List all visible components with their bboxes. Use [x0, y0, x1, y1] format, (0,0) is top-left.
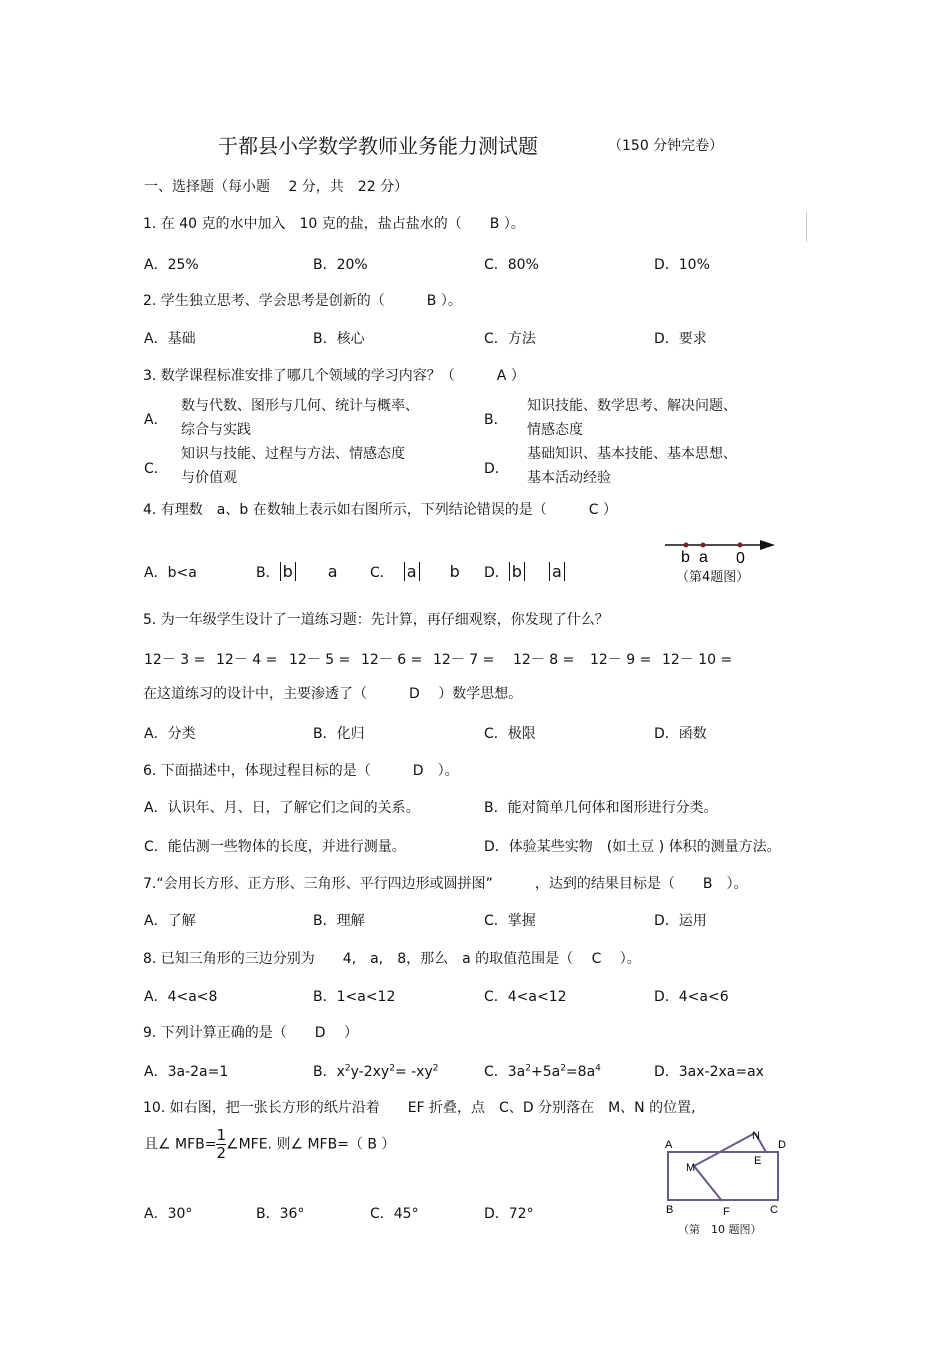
q7-option-b: B．理解	[313, 913, 365, 929]
q5-expr-3: 12－ 5 =	[289, 652, 351, 668]
q7-option-a: A．了解	[144, 913, 196, 929]
q3-option-c-line2: 与价值观	[181, 470, 237, 486]
q3-option-d-label: D．	[484, 461, 509, 477]
q6-option-b: B．能对简单几何体和图形进行分类。	[484, 800, 718, 816]
q5-stem-2: 在这道练习的设计中，主要渗透了（ D ）数学思想。	[143, 686, 523, 702]
q10-option-c: C．45°	[370, 1206, 419, 1222]
q7-option-d: D．运用	[654, 913, 707, 929]
q5-expr-7: 12－ 9 =	[590, 652, 652, 668]
q5-expr-6: 12－ 8 =	[513, 652, 575, 668]
point-zero-marker	[738, 543, 743, 548]
point-b-label: b	[681, 549, 690, 566]
point-b-marker	[684, 543, 689, 548]
section-heading: 一、选择题（每小题 2 分，共 22 分）	[144, 179, 409, 195]
q5-expr-8: 12－ 10 =	[662, 652, 733, 668]
point-a-marker	[701, 543, 706, 548]
q8-stem: 8. 已知三角形的三边分别为 4, a, 8，那么 a 的取值范围是（ C ）。	[143, 951, 641, 967]
label-E: E	[754, 1155, 762, 1167]
q1-option-c: C．80%	[484, 257, 539, 273]
q1-option-a: A．25%	[144, 257, 199, 273]
q5-option-a: A．分类	[144, 726, 196, 742]
point-a-label: a	[699, 549, 708, 566]
q5-option-c: C．极限	[484, 726, 536, 742]
q3-option-b-label: B．	[484, 412, 508, 428]
q9-stem: 9. 下列计算正确的是（ D ）	[143, 1025, 359, 1041]
q5-option-b: B．化归	[313, 726, 365, 742]
q6-option-c: C．能估测一些物体的长度，并进行测量。	[144, 839, 406, 855]
q3-option-d-line2: 基本活动经验	[527, 470, 611, 486]
label-N: N	[752, 1130, 760, 1142]
q3-option-a-line2: 综合与实践	[181, 422, 251, 438]
q5-expr-1: 12－ 3 =	[144, 652, 206, 668]
q7-stem: 7.“会用长方形、正方形、三角形、平行四边形或圆拼图” ，达到的结果目标是（ B ）。	[143, 876, 748, 892]
q3-option-d-line1: 基础知识、基本技能、基本思想、	[527, 446, 737, 462]
q2-option-a: A．基础	[144, 331, 196, 347]
q4-stem: 4. 有理数 a、b 在数轴上表示如右图所示，下列结论错误的是（ C ）	[143, 502, 617, 518]
point-zero-label: 0	[736, 550, 745, 567]
q8-option-c: C．4<a<12	[484, 989, 567, 1005]
q4-figure-caption: （第4题图）	[676, 570, 750, 585]
q3-option-a-line1: 数与代数、图形与几何、统计与概率、	[181, 398, 419, 414]
q5-expr-2: 12－ 4 =	[216, 652, 278, 668]
q9-option-b: B．$x^2y-2xy^2= -xy^2$	[313, 1063, 439, 1080]
q5-expr-4: 12－ 6 =	[361, 652, 423, 668]
q8-option-b: B．1<a<12	[313, 989, 396, 1005]
q3-option-c-label: C．	[144, 461, 168, 477]
q2-option-d: D．要求	[654, 331, 707, 347]
q1-option-d: D．10%	[654, 257, 710, 273]
q1-option-b: B．20%	[313, 257, 368, 273]
q8-option-a: A．4<a<8	[144, 989, 218, 1005]
q10-option-b: B．36°	[256, 1206, 305, 1222]
q9-option-c: C．$3a^2+5a^2=8a^4$	[484, 1063, 601, 1080]
q2-option-c: C．方法	[484, 331, 536, 347]
label-D: D	[778, 1139, 786, 1151]
q6-stem: 6. 下面描述中，体现过程目标的是（ D ）。	[143, 763, 459, 779]
q3-option-b-line1: 知识技能、数学思考、解决问题、	[527, 398, 737, 414]
q5-option-d: D．函数	[654, 726, 707, 742]
page-title: 于都县小学数学教师业务能力测试题	[218, 134, 538, 158]
q9-option-a: A．3a-2a=1	[144, 1064, 229, 1080]
q10-stem: 10. 如右图，把一张长方形的纸片沿着 EF 折叠，点 C、D 分别落在 M、N 的位置,	[143, 1100, 696, 1116]
q10-stem-line2: 且∠ MFB= $\frac{1}{2}$ ∠MFE. 则∠ MFB=（ B ）	[144, 1126, 396, 1162]
q3-stem: 3. 数学课程标准安排了哪几个领域的学习内容？（ A ）	[143, 368, 525, 384]
q5-stem: 5. 为一年级学生设计了一道练习题：先计算，再仔细观察，你发现了什么？	[143, 612, 609, 628]
q6-option-d: D．体验某些实物 (如土豆 ) 体积的测量方法。	[484, 839, 781, 855]
q4-option-d: D． b a	[484, 562, 565, 582]
q10-figure-caption: （第 10 题图）	[678, 1223, 762, 1236]
q10-option-a: A．30°	[144, 1206, 193, 1222]
label-F: F	[723, 1206, 730, 1218]
q4-option-b: B． b a	[256, 562, 338, 581]
page-edge-divider	[806, 212, 807, 242]
q10-option-d: D．72°	[484, 1206, 534, 1222]
label-A: A	[665, 1139, 673, 1151]
label-C: C	[770, 1204, 778, 1216]
q6-option-a: A．认识年、月、日，了解它们之间的关系。	[144, 800, 420, 816]
q5-expr-5: 12－ 7 =	[433, 652, 495, 668]
label-M: M	[686, 1162, 696, 1174]
q3-option-a-label: A．	[144, 412, 168, 428]
label-B: B	[666, 1204, 674, 1216]
q7-option-c: C．掌握	[484, 913, 536, 929]
q8-option-d: D．4<a<6	[654, 989, 729, 1005]
title-note: （150 分钟完卷）	[608, 138, 724, 154]
q2-stem: 2. 学生独立思考、学会思考是创新的（ B ）。	[143, 293, 462, 309]
q9-option-d: D．3ax-2xa=ax	[654, 1064, 764, 1080]
q4-option-c: C． a b	[370, 562, 460, 581]
q3-option-c-line1: 知识与技能、过程与方法、情感态度	[181, 446, 405, 462]
q1-stem: 1. 在 40 克的水中加入 10 克的盐，盐占盐水的（ B ）。	[143, 216, 525, 232]
fraction-one-half: $\frac{1}{2}$	[216, 1126, 227, 1162]
q4-option-a: A．b<a	[144, 565, 197, 581]
q3-option-b-line2: 情感态度	[527, 422, 583, 438]
q2-option-b: B．核心	[313, 331, 365, 347]
